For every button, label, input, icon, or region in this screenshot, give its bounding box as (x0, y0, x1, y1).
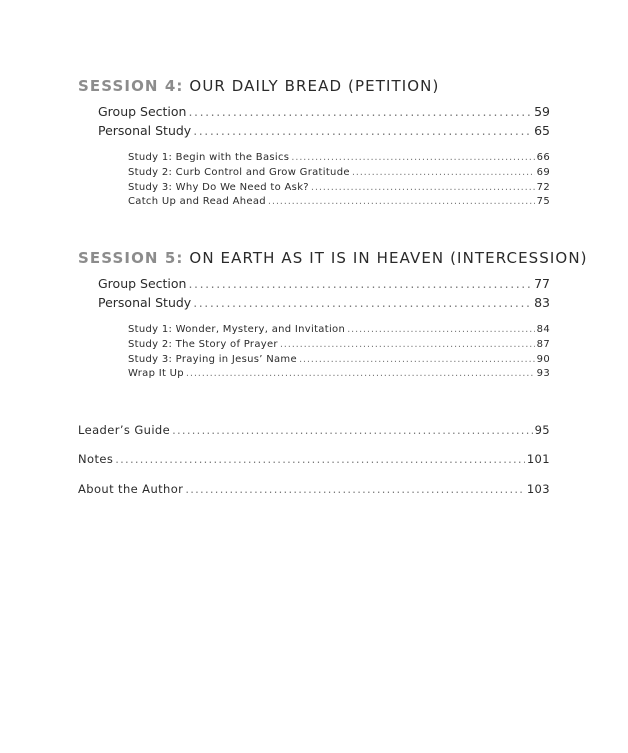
toc-entry-label: Personal Study (98, 295, 192, 310)
toc-subentry-label: Study 3: Praying in Jesus’ Name (128, 354, 297, 365)
dot-leader (188, 104, 532, 120)
toc-subentry-session-5-study-1[interactable] (128, 323, 550, 336)
toc-entry-session-4-personal-study[interactable] (98, 123, 550, 139)
toc-subentry-label: Study 2: The Story of Prayer (128, 339, 278, 350)
toc-page-number: 101 (526, 452, 550, 466)
toc-page-number: 66 (536, 152, 550, 163)
toc-page-number: 95 (534, 423, 550, 437)
toc-subentry-session-4-study-1[interactable] (128, 151, 550, 164)
toc-subentry-session-5-study-3[interactable] (128, 353, 550, 366)
dot-leader (268, 195, 535, 208)
dot-leader (311, 181, 535, 194)
toc-page-number: 103 (526, 482, 550, 496)
toc-subentry-session-5-wrap-up[interactable] (128, 367, 550, 380)
toc-subentry-label: Study 3: Why Do We Need to Ask? (128, 182, 309, 193)
dot-leader (352, 166, 535, 179)
toc-subentry-label: Wrap It Up (128, 368, 184, 379)
toc-entry-session-4-group-section[interactable] (98, 104, 550, 120)
toc-entry-about-the-author[interactable] (78, 482, 550, 497)
toc-subentry-session-4-study-3[interactable] (128, 181, 550, 194)
toc-entry-label: Personal Study (98, 123, 192, 138)
dot-leader (193, 295, 532, 311)
session-5-heading (78, 248, 588, 268)
toc-entry-session-5-personal-study[interactable] (98, 295, 550, 311)
toc-page-number: 87 (536, 339, 550, 350)
dot-leader (280, 338, 535, 351)
toc-page-number: 90 (536, 354, 550, 365)
toc-page-number: 69 (536, 167, 550, 178)
dot-leader (347, 323, 535, 336)
toc-page-number: 65 (534, 123, 550, 138)
dot-leader (172, 423, 532, 438)
toc-subentry-session-4-catch-up[interactable] (128, 195, 550, 208)
toc-entry-label: Leader’s Guide (78, 423, 171, 437)
dot-leader (115, 452, 525, 467)
toc-page-number: 83 (534, 295, 550, 310)
toc-page-number: 75 (536, 196, 550, 207)
toc-page-number: 93 (536, 368, 550, 379)
toc-entry-label: About the Author (78, 482, 184, 496)
toc-subentry-session-5-study-2[interactable] (128, 338, 550, 351)
toc-entry-notes[interactable] (78, 452, 550, 467)
toc-page-number: 59 (534, 104, 550, 119)
toc-subentry-label: Study 2: Curb Control and Grow Gratitude (128, 167, 350, 178)
dot-leader (299, 353, 535, 366)
toc-entry-label: Group Section (98, 276, 187, 291)
session-4-title: OUR DAILY BREAD (PETITION) (189, 77, 440, 95)
toc-subentry-session-4-study-2[interactable] (128, 166, 550, 179)
toc-subentry-label: Catch Up and Read Ahead (128, 196, 266, 207)
dot-leader (185, 482, 525, 497)
toc-entry-leaders-guide[interactable] (78, 423, 550, 438)
dot-leader (188, 276, 532, 292)
session-4-label: SESSION 4: (78, 77, 184, 95)
dot-leader (291, 151, 534, 164)
session-5-title: ON EARTH AS IT IS IN HEAVEN (INTERCESSION) (189, 249, 588, 267)
dot-leader (193, 123, 532, 139)
toc-entry-session-5-group-section[interactable] (98, 276, 550, 292)
toc-page-number: 77 (534, 276, 550, 291)
session-5-label: SESSION 5: (78, 249, 184, 267)
session-4-heading (78, 76, 439, 96)
dot-leader (186, 367, 535, 380)
toc-subentry-label: Study 1: Begin with the Basics (128, 152, 290, 163)
toc-subentry-label: Study 1: Wonder, Mystery, and Invitation (128, 324, 346, 335)
toc-entry-label: Notes (78, 452, 114, 466)
toc-page-number: 72 (536, 182, 550, 193)
toc-entry-label: Group Section (98, 104, 187, 119)
toc-page-number: 84 (536, 324, 550, 335)
